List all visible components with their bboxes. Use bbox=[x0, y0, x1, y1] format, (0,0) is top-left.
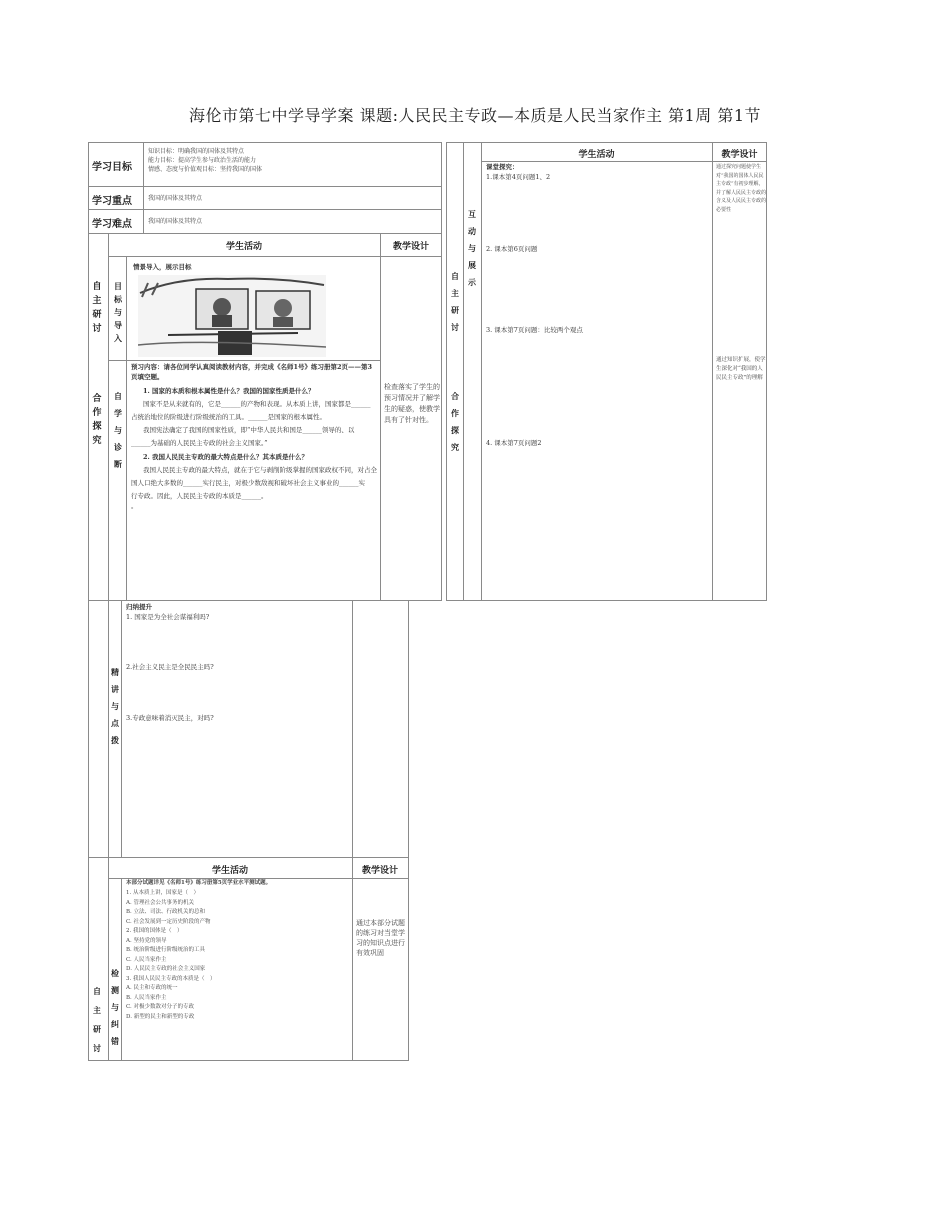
sec2-content: 预习内容：请各位同学认真阅读教材内容，并完成《名师1号》练习册第2页——第3 页填空题。 1. 国家的本质和根本属性是什么？我国的国家性质是什么？ 国家不是从来就有的，它是______的产物和表现。从本质上讲，国家都是______ 占统治地位的阶级进行阶级统治的工具。______是国家的根本属性。 我国宪法确定了我国的国家性质，即“中华人民共和国是______领导的、以 ______为基础的人民民主专政的社会主义国家。” 2. 我国人民民主专政的最大特点是什么？其本质是什么？ 我国人民民主专政的最大特点，就在于它与剥削阶级掌握的国家政权不同，对占全 国人口绝大多数的______实行民主，对极少数敌视和破坏社会主义事业的______实 行专政。因此，人民民主专政的本质是______。 。 bbox=[131, 363, 377, 510]
sec1-title: 情景导入，展示目标 bbox=[133, 263, 192, 271]
bottom-col-activity: 学生活动 bbox=[211, 866, 248, 876]
right-item-1: 1.课本第4页问题1、2 bbox=[486, 173, 551, 181]
right-item-4: 4. 课本第7页问题2 bbox=[486, 439, 542, 447]
bottom-outer-label: 自 主 研 讨 bbox=[93, 986, 101, 1053]
sec2-label: 自 学 与 诊 断 bbox=[114, 391, 122, 469]
mid-item-3: 3.专政意味着消灭民主，对吗? bbox=[126, 714, 214, 722]
right-heading: 课堂探究： bbox=[486, 163, 519, 171]
mid-item-1: 1. 国家是为全社会谋福利吗? bbox=[126, 613, 210, 621]
difficulty-label: 学习难点 bbox=[92, 219, 132, 230]
left-col-activity: 学生活动 bbox=[225, 242, 262, 252]
right-outer-b: 合 作 探 究 bbox=[451, 391, 459, 452]
outer-label-a: 自 主 研 讨 bbox=[92, 282, 102, 334]
focus-text: 我国的国体及其特点 bbox=[148, 195, 203, 202]
right-outer-a: 自 主 研 讨 bbox=[451, 271, 459, 332]
mid-item-2: 2.社会主义民主是全民民主吗? bbox=[126, 663, 214, 671]
bottom-heading: 本部分试题详见《名师1号》练习册第5页学业水平测试题。 bbox=[126, 880, 272, 886]
page-title: 海伦市第七中学导学案 课题:人民民主专政—本质是人民当家作主 第1周 第1节 bbox=[188, 106, 761, 125]
right-item-3: 3. 课本第7页问题：比较两个观点 bbox=[486, 326, 583, 334]
cartoon-image bbox=[138, 275, 326, 357]
right-inner-label: 互 动 与 展 示 bbox=[468, 209, 476, 287]
mid-label: 精 讲 与 点 拨 bbox=[111, 667, 119, 745]
goals-list: 知识目标：明确我国的国体及其特点 能力目标：提高学生参与政治生活的能力 情感、态度与价值观目标：坚持我国的国体 bbox=[148, 148, 263, 173]
right-col-activity: 学生活动 bbox=[578, 150, 615, 160]
right-design-1: 通过探究问题使学生对“我国的国体人民民主专政”有初步理解，并了解人民民主专政的含义及人民民主专政的必要性 bbox=[716, 164, 767, 213]
right-design-2: 通过知识扩展，使学生深化对“我国的人民民主专政”的理解 bbox=[716, 357, 766, 381]
outer-label-b: 合 作 探 究 bbox=[92, 394, 102, 446]
sec2-design: 检查落实了学生的预习情况并了解学生的疑惑，使教学具有了针对性。 bbox=[384, 383, 440, 424]
goals-label: 学习目标 bbox=[92, 162, 132, 173]
left-col-design: 教学设计 bbox=[392, 242, 429, 252]
difficulty-text: 我国的国体及其特点 bbox=[148, 218, 203, 225]
focus-label: 学习重点 bbox=[92, 196, 132, 207]
sec1-label: 目 标 与 导 入 bbox=[114, 281, 122, 343]
right-item-2: 2. 课本第6页问题 bbox=[486, 245, 538, 253]
right-col-design: 教学设计 bbox=[721, 150, 758, 160]
bottom-col-design: 教学设计 bbox=[361, 866, 398, 876]
bottom-questions: 1. 从本质上讲，国家是（ ） A. 管理社会公共事务的机关 B. 立法、司法、行政机关的总和 C. 社会发展到一定历史阶段的产物 2. 我国的国体是（ ） A. 坚持党的领导 B. 统治阶级进行阶级统治的工具 C. 人民当家作主 D. 人民民主专政的社会主义国家 3. 我国人民民主专政的本质是（ ） A. 民主和专政的统一 B. 人民当家作主 C. 对极少数敌对分子的专政 D. 新型的民主和新型的专政 bbox=[126, 890, 216, 1020]
bottom-design: 通过本部分试题的练习对当堂学习的知识点进行有效巩固 bbox=[356, 919, 405, 957]
mid-heading: 归纳提升 bbox=[126, 603, 152, 611]
bottom-inner-label: 检 测 与 纠 错 bbox=[111, 968, 119, 1046]
